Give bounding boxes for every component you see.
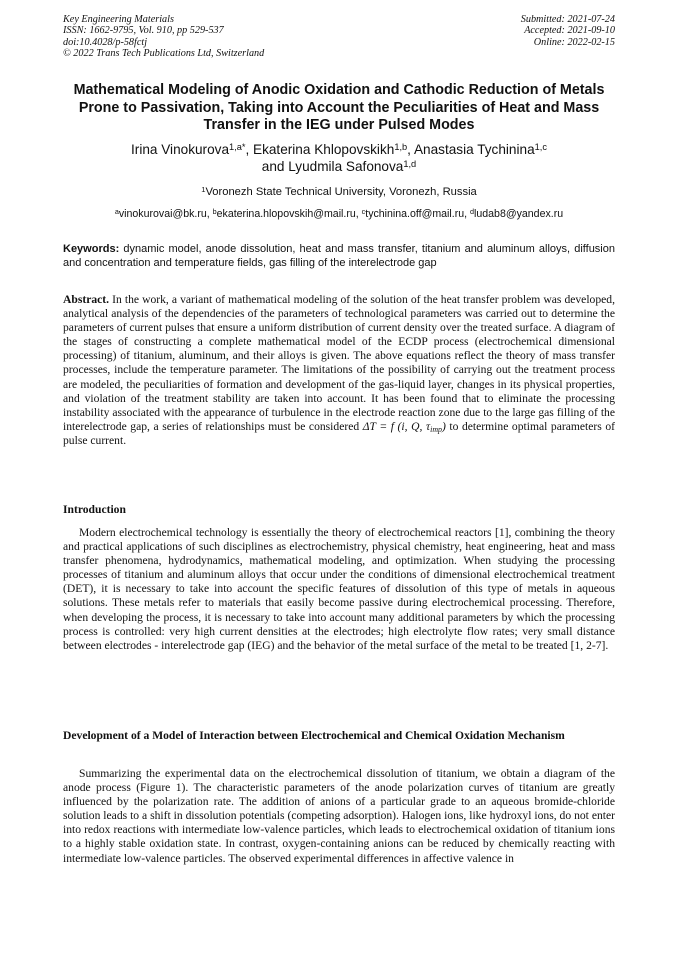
affiliation-mark: 1 [201, 184, 206, 194]
issn-line: ISSN: 1662-9795, Vol. 910, pp 529-537 [63, 25, 224, 37]
abstract [63, 293, 615, 448]
online-date: Online: 2022-02-15 [533, 36, 615, 48]
affiliation-text: Voronezh State Technical University, Voronezh, Russia [205, 186, 477, 198]
abstract-label: Abstract. [63, 293, 110, 306]
email-mark: c [361, 206, 366, 216]
dates-info [521, 14, 615, 48]
journal-name: Key Engineering Materials [63, 14, 174, 25]
journal-info [63, 14, 264, 59]
paper-title: Mathematical Modeling of Anodic Oxidation and Cathodic Reduction of Metals Prone to Passivation, Taking into Account the Peculiarities of Heat and Mass Transfer in the IEG under Pulsed Modes [73, 82, 605, 133]
author-affiliation-mark: 1,c [534, 141, 547, 152]
accepted-date: Accepted: 2021-09-10 [524, 25, 615, 37]
keywords [63, 242, 615, 271]
formula-main: ΔT = f (i, Q, τ [362, 419, 431, 433]
author-list [55, 141, 623, 175]
abstract-formula [363, 420, 446, 433]
section-heading-introduction: Introduction [63, 503, 126, 516]
doi-line: doi:10.4028/p-58fctj [63, 36, 148, 48]
author-name: Ekaterina Khlopovskikh [253, 142, 395, 157]
email-address[interactable]: ekaterina.hlopovskih@mail.ru, [216, 208, 362, 220]
abstract-text-end: to determine optimal parameters of pulse current. [63, 419, 616, 447]
email-mark: a [114, 206, 119, 216]
introduction-paragraph: Modern electrochemical technology is essentially the theory of electrochemical reactors [1], combining the theory and practical applications of such disciplines as electrochemistry, physical chemistry, heat engineering, heat and mass transfer phenomena, hydrodynamics, mathematical modeling, and optimization. When studying the processing processes of titanium and aluminum alloys that occur under the conditions of dimensional electrochemical treatment (DET), it is necessary to take into account the specific features of dissolution of this type of metals in aqueous solutions. These metals refer to materials that easily become passive during electrochemical processing. Therefore, when developing the process, it is necessary to take into account many additional parameters by which the processing process is controlled: very high current densities at the electrodes; high electrolyte flow rates; very small distance between electrodes - interelectrode gap (IEG) and the behavior of the metal surface of the metal to be treated [1, 2-7]. [63, 526, 615, 652]
formula-subscript: imp [430, 424, 442, 434]
abstract-text: In the work, a variant of mathematical modeling of the solution of the heat transfer problem was developed, analytical analysis of the dependencies of the parameters of technological parameters was carried out to determine the parameters of current pulses that ensure a uniform distribution of current density over the treated surface. A diagram of the stages of constructing a complete mathematical model of the ECDP process (electrochemical dimensional processing) of titanium, aluminum, and their alloys is given. The above equations reflect the theory of mass transfer processes, include the temperature parameter. The limitations of the possibility of carrying out the treatment process are modeled, the peculiarities of formation and development of the gas-liquid layer, changes in its physical properties, and violation of the treatment stability are taken into account. It has been found that to eliminate the processing instability associated with the appearance of turbulence in the electrode reaction zone due to the large gas filling of the interelectrode gap, a series of relationships must be considered [63, 293, 615, 433]
keywords-text: dynamic model, anode dissolution, heat and mass transfer, titanium and aluminum alloys, diffusion and concentration and temperature fields, gas filling of the interelectrode gap [63, 243, 615, 270]
email-mark: d [470, 206, 475, 216]
affiliation [55, 185, 623, 199]
author-name: and Lyudmila Safonova [261, 159, 404, 174]
author-name: Irina Vinokurova [131, 142, 229, 157]
author-name: Anastasia Tychinina [413, 142, 535, 157]
email-list [55, 207, 623, 221]
author-affiliation-mark: 1,b [394, 141, 408, 152]
author-separator: , [407, 142, 414, 157]
copyright-line: © 2022 Trans Tech Publications Ltd, Switzerland [63, 47, 265, 59]
author-affiliation-mark: 1,a* [229, 141, 246, 152]
email-address[interactable]: vinokurovai@bk.ru, [118, 208, 213, 220]
author-separator: , [245, 142, 253, 157]
submitted-date: Submitted: 2021-07-24 [520, 14, 615, 25]
section-heading-development: Development of a Model of Interaction between Electrochemical and Chemical Oxidation Mechanism [63, 729, 565, 742]
author-affiliation-mark: 1,d [403, 158, 417, 169]
formula-close: ) [441, 419, 446, 433]
email-address[interactable]: tychinina.off@mail.ru, [365, 208, 471, 220]
keywords-label: Keywords: [63, 243, 120, 255]
development-paragraph: Summarizing the experimental data on the electrochemical dissolution of titanium, we obtain a diagram of the anode process (Figure 1). The characteristic parameters of the anode polarization curves of titanium are greatly influenced by the polarization rate. The addition of anions of a particular grade to an aqueous bromide-chloride solution leads to a shift in dissolution potentials (competing adsorption). Halogen ions, like hydroxyl ions, do not enter into redox reactions with intermediate low-valence particles, which leads to electrochemical oxidation of titanium ions to a highly stable oxidation state. In contrast, oxygen-containing anions can be reduced by chemically reacting with intermediate low-valence particles. The observed experimental differences in affective valence in [63, 767, 615, 865]
email-mark: b [212, 206, 217, 216]
email-address[interactable]: ludab8@yandex.ru [474, 208, 564, 220]
